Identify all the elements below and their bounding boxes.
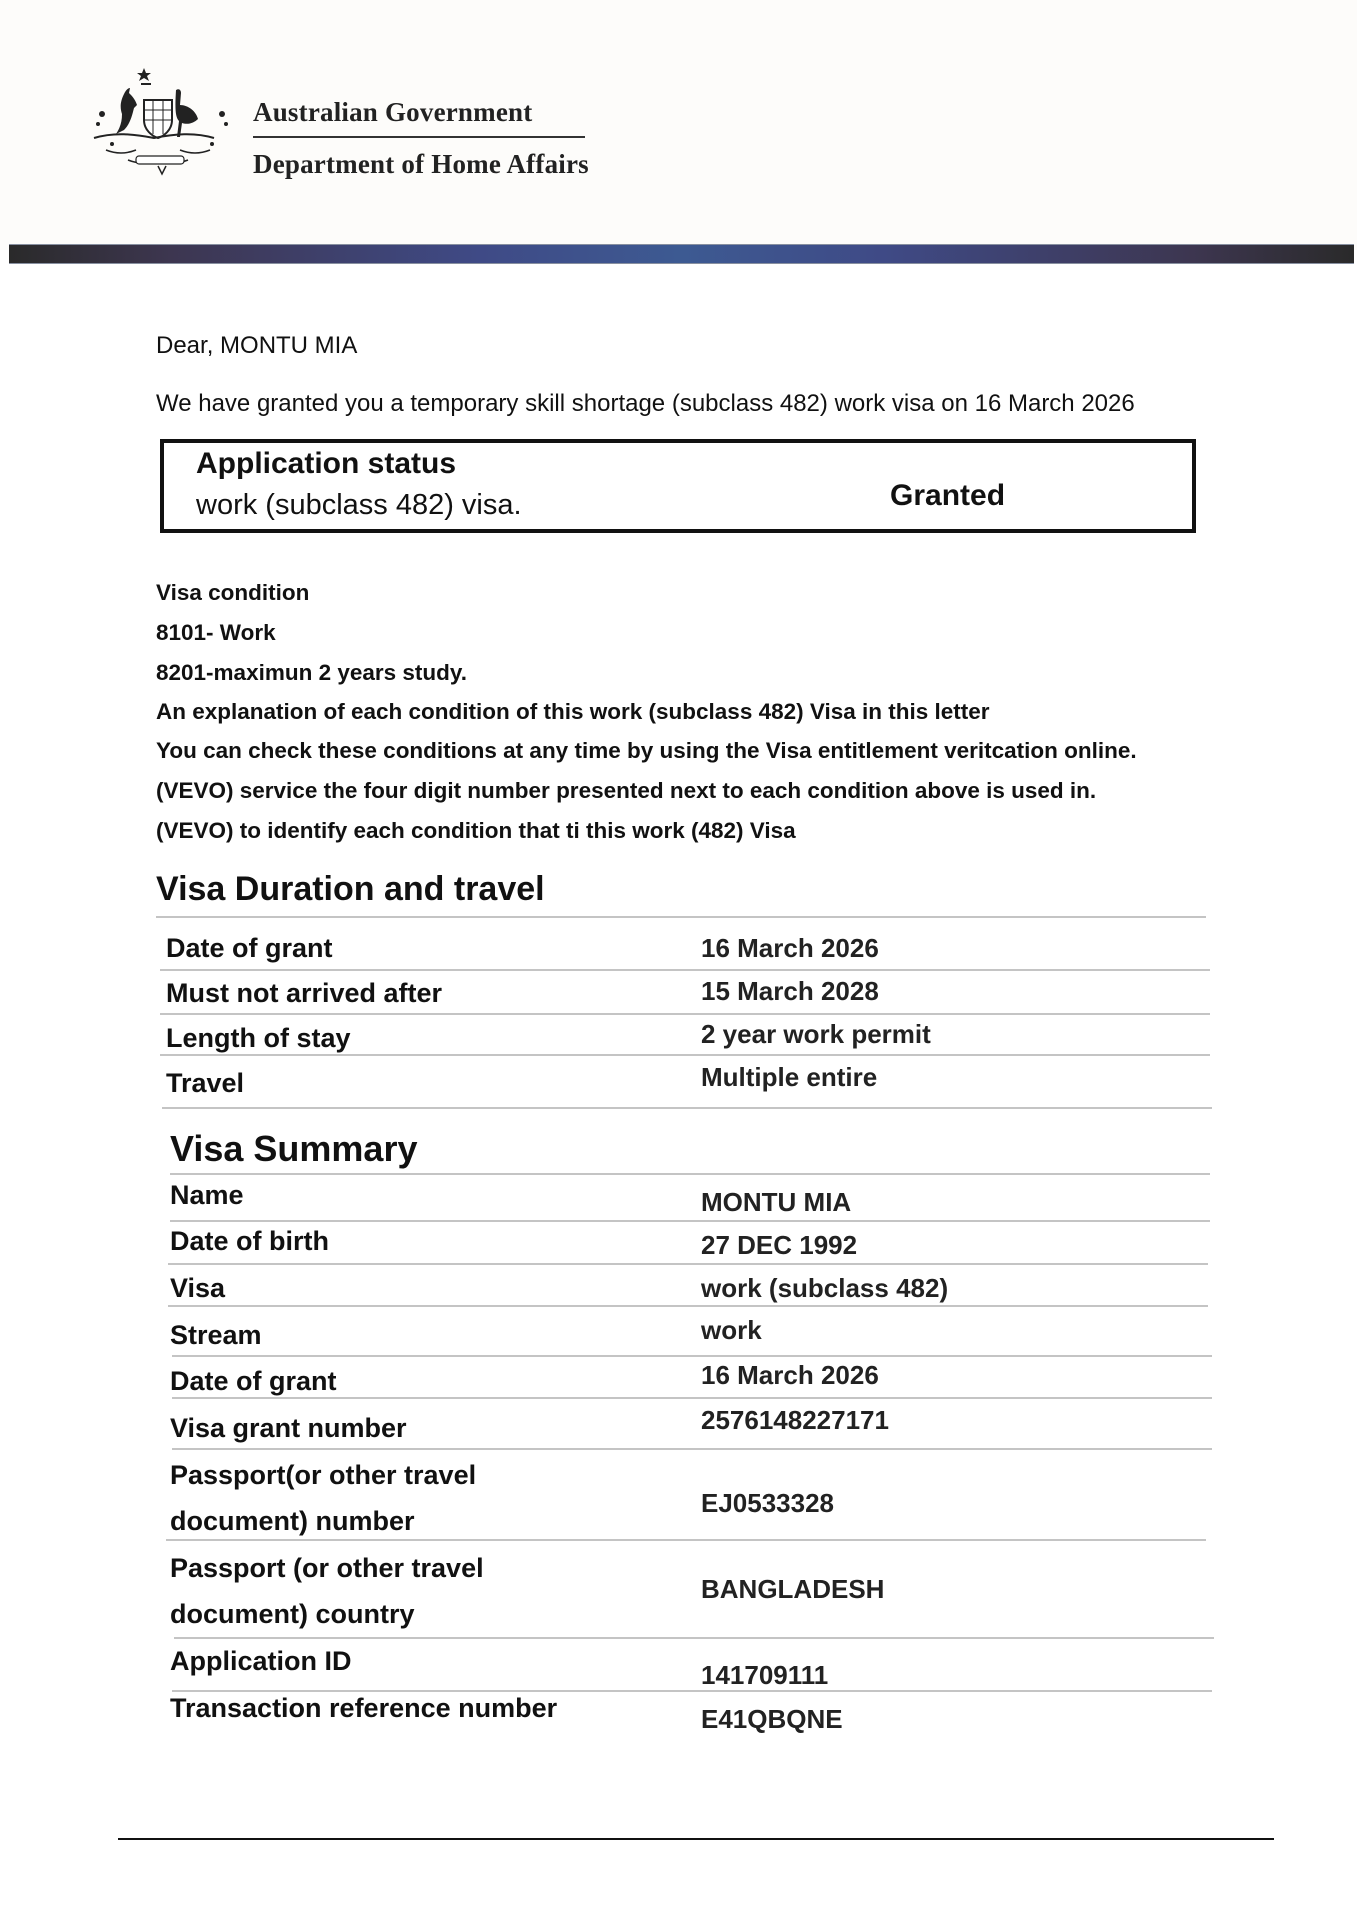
row-divider <box>170 1173 1210 1175</box>
condition-line: (VEVO) service the four digit number presented next to each condition above is used in. <box>156 778 1097 803</box>
department-name: Department of Home Affairs <box>253 149 589 179</box>
row-divider <box>172 1690 1212 1692</box>
summary-label: Date of grant <box>170 1366 337 1396</box>
summary-label-line: Passport (or other travel <box>170 1553 484 1583</box>
summary-value: work <box>701 1315 762 1345</box>
duration-value: 15 March 2028 <box>701 976 879 1006</box>
row-divider <box>162 1107 1212 1109</box>
row-divider <box>172 1397 1212 1399</box>
australian-coat-of-arms-icon <box>84 64 244 184</box>
summary-value: MONTU MIA <box>701 1187 852 1217</box>
summary-value: 27 DEC 1992 <box>701 1230 858 1260</box>
row-divider <box>172 1448 1212 1450</box>
organization-name: Australian Government <box>253 97 533 127</box>
row-divider <box>168 1305 1208 1307</box>
summary-label: Stream <box>170 1320 262 1350</box>
summary-label-line: Passport(or other travel <box>170 1460 477 1490</box>
letterhead-divider <box>253 136 585 138</box>
summary-value: EJ0533328 <box>701 1488 835 1518</box>
condition-line: 8101- Work <box>156 620 276 645</box>
summary-value: work (subclass 482) <box>701 1273 949 1303</box>
duration-label: Length of stay <box>166 1023 351 1053</box>
row-divider <box>160 969 1210 971</box>
visa-condition-heading: Visa condition <box>156 580 310 605</box>
intro-paragraph: We have granted you a temporary skill shortage (subclass 482) work visa on 16 March 2026 <box>156 390 1135 417</box>
condition-line: An explanation of each condition of this work (subclass 482) Visa in this letter <box>156 699 990 724</box>
application-status-box <box>160 439 1196 533</box>
row-divider <box>174 1637 1214 1639</box>
summary-label: Application ID <box>170 1646 352 1676</box>
footer-divider <box>118 1838 1274 1840</box>
summary-value: 16 March 2026 <box>701 1360 879 1390</box>
duration-label: Must not arrived after <box>166 978 443 1008</box>
summary-section-title: Visa Summary <box>170 1128 418 1169</box>
application-status-visa: work (subclass 482) visa. <box>196 489 522 521</box>
row-divider <box>166 1539 1206 1541</box>
summary-value: BANGLADESH <box>701 1574 885 1604</box>
row-divider <box>168 1263 1208 1265</box>
summary-label: Visa <box>170 1273 226 1303</box>
row-divider <box>160 1013 1210 1015</box>
summary-label: Name <box>170 1180 244 1210</box>
summary-label: Visa grant number <box>170 1413 407 1443</box>
row-divider <box>172 1355 1212 1357</box>
summary-label-line: document) country <box>170 1599 415 1629</box>
row-divider <box>160 1054 1210 1056</box>
duration-section-title: Visa Duration and travel <box>156 870 545 908</box>
summary-label-line: document) number <box>170 1506 415 1536</box>
summary-value: 2576148227171 <box>701 1405 889 1435</box>
status-badge: Granted <box>890 479 1006 512</box>
duration-label: Travel <box>166 1068 245 1098</box>
summary-value: 141709111 <box>701 1660 829 1690</box>
application-status-title: Application status <box>196 447 457 480</box>
duration-value: Multiple entire <box>701 1062 878 1092</box>
condition-line: 8201-maximun 2 years study. <box>156 660 467 685</box>
greeting: Dear, MONTU MIA <box>156 332 358 359</box>
duration-label: Date of grant <box>166 933 333 963</box>
summary-label: Date of birth <box>170 1226 329 1256</box>
row-divider <box>170 1220 1210 1222</box>
duration-value: 16 March 2026 <box>701 933 879 963</box>
header-banner <box>9 244 1354 264</box>
condition-line: You can check these conditions at any time by using the Visa entitlement veritcation online. <box>156 738 1137 763</box>
summary-label: Transaction reference number <box>170 1693 558 1723</box>
summary-value: E41QBQNE <box>701 1704 843 1734</box>
row-divider <box>156 916 1206 918</box>
duration-value: 2 year work permit <box>701 1019 931 1049</box>
condition-line: (VEVO) to identify each condition that ti this work (482) Visa <box>156 818 796 843</box>
